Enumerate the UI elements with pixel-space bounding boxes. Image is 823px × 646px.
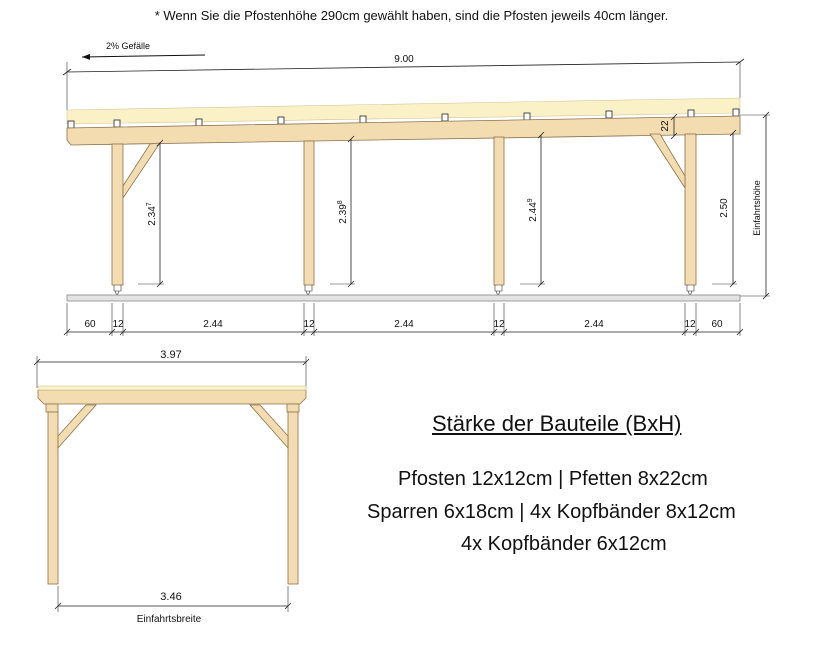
clearance-vertical-label: Einfahrtshöhe [752,180,762,236]
side-posts [112,134,696,285]
svg-text:12: 12 [112,319,124,330]
post-height-label-3: 2.44$^9$ [527,198,539,222]
svg-text:12: 12 [303,319,315,330]
svg-text:2.44: 2.44 [584,319,604,330]
ground-slab [67,295,740,301]
footnote-text: * Wenn Sie die Pfostenhöhe 290cm gewählt haben, sind die Pfosten jeweils 40cm länger. [154,8,669,23]
svg-text:22: 22 [660,120,671,132]
front-roof-beam [38,390,306,404]
svg-text:12: 12 [684,319,696,330]
front-roof-panel [38,386,306,390]
front-beam-cap-left [46,404,58,412]
slope-label: 2% Gefälle [106,41,151,51]
svg-text:60: 60 [84,319,96,330]
front-post-right [288,412,298,584]
post-anchors [114,285,694,296]
legend-title: Stärke der Bauteile (BxH) [432,411,682,436]
front-clear-width-label: 3.46 [160,591,182,603]
svg-text:2.44: 2.44 [203,319,223,330]
post-height-label-2: 2.39$^8$ [337,200,349,224]
front-brace-left [58,405,96,448]
legend-line-2: Sparren 6x18cm | 4x Kopfbänder 8x12cm [367,501,736,523]
front-view [34,349,309,625]
clearance-inner-label: 2.50 [719,198,730,218]
legend-line-1: Pfosten 12x12cm | Pfetten 8x22cm [398,468,708,490]
front-beam-cap-right [287,404,299,412]
front-overall-width-dimension [34,349,309,388]
post-height-label-1: 2.34$^7$ [146,202,158,226]
bottom-dimension-chain [64,303,743,336]
front-brace-right [250,405,288,448]
front-clear-width-dimension [55,586,291,625]
side-view [63,41,770,336]
overall-length-label: 9.00 [394,54,414,65]
legend-line-3: 4x Kopfbänder 6x12cm [461,533,667,555]
front-post-left [48,412,58,584]
slope-arrow [82,55,205,57]
svg-text:12: 12 [493,319,505,330]
svg-text:2.44: 2.44 [394,319,414,330]
side-knee-braces [123,134,685,198]
svg-text:60: 60 [711,319,723,330]
right-clearance-dimension [740,112,770,299]
front-overall-width-label: 3.97 [160,349,182,361]
post-height-dimensions [138,130,737,287]
front-clear-width-caption: Einfahrtsbreite [136,614,202,625]
